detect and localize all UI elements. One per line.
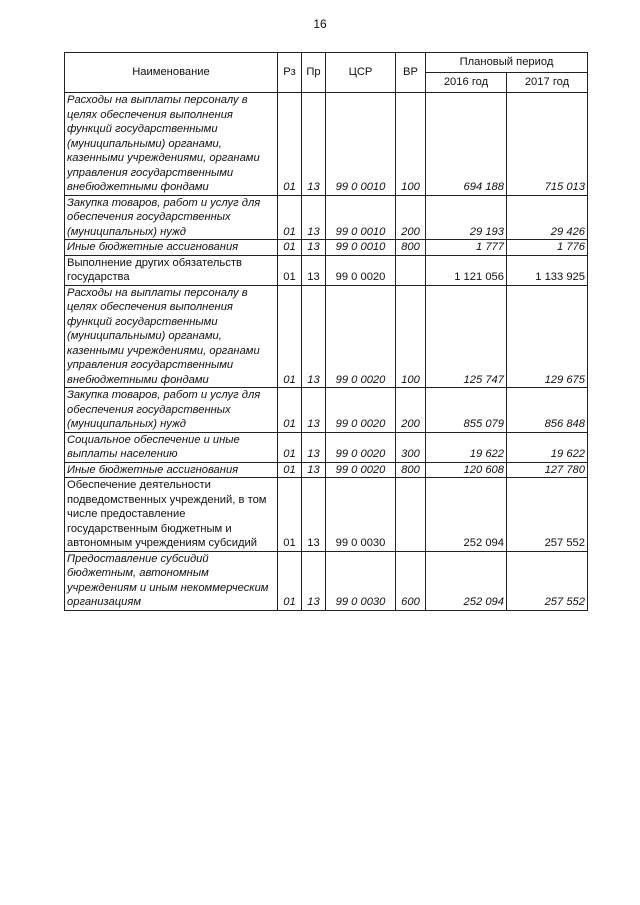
cell-rz: 01 [278,195,302,240]
table-row [65,432,588,462]
cell-csr: 99 0 0020 [326,432,396,462]
cell-name: Обеспечение деятельности подведомственных учреждений, в том числе предоставление государственным бюджетным и автономным учреждениям субсидий [65,478,278,552]
cell-name: Расходы на выплаты персоналу в целях обеспечения выполнения функций государственными (муниципальными) органами, казенными учреждениями, органами управления государственными внебюджетными фондами [65,285,278,388]
cell-csr: 99 0 0010 [326,93,396,196]
cell-y2017: 127 780 [507,462,588,478]
cell-vr: 200 [396,195,426,240]
cell-rz: 01 [278,388,302,433]
budget-table [64,52,588,611]
cell-pr: 13 [302,255,326,285]
header-year-2016: 2016 год [426,73,507,93]
table-row [65,255,588,285]
cell-y2017: 715 013 [507,93,588,196]
cell-y2016: 19 622 [426,432,507,462]
cell-y2017: 129 675 [507,285,588,388]
cell-y2016: 120 608 [426,462,507,478]
cell-rz: 01 [278,285,302,388]
cell-y2016: 1 121 056 [426,255,507,285]
cell-y2017: 1 776 [507,240,588,256]
cell-rz: 01 [278,240,302,256]
cell-csr: 99 0 0010 [326,240,396,256]
cell-pr: 13 [302,388,326,433]
table-row [65,478,588,552]
cell-csr: 99 0 0030 [326,551,396,610]
table-row [65,240,588,256]
cell-vr: 100 [396,93,426,196]
table-row [65,93,588,196]
cell-pr: 13 [302,551,326,610]
page-number: 16 [313,17,327,31]
cell-y2017: 1 133 925 [507,255,588,285]
table-row [65,285,588,388]
cell-vr: 800 [396,462,426,478]
cell-rz: 01 [278,462,302,478]
cell-csr: 99 0 0020 [326,388,396,433]
cell-y2016: 694 188 [426,93,507,196]
cell-pr: 13 [302,240,326,256]
cell-y2017: 19 622 [507,432,588,462]
header-csr: ЦСР [326,53,396,93]
cell-vr: 300 [396,432,426,462]
header-vr: ВР [396,53,426,93]
cell-pr: 13 [302,93,326,196]
cell-pr: 13 [302,432,326,462]
table-row [65,551,588,610]
cell-name: Закупка товаров, работ и услуг для обеспечения государственных (муниципальных) нужд [65,195,278,240]
cell-rz: 01 [278,478,302,552]
header-rz: Рз [278,53,302,93]
cell-csr: 99 0 0020 [326,255,396,285]
cell-vr: 600 [396,551,426,610]
header-planned-period: Плановый период [426,53,588,73]
cell-y2016: 29 193 [426,195,507,240]
table-row [65,388,588,433]
cell-name: Расходы на выплаты персоналу в целях обеспечения выполнения функций государственными (муниципальными) органами, казенными учреждениями, органами управления государственными внебюджетными фондами [65,93,278,196]
cell-y2016: 252 094 [426,478,507,552]
cell-y2017: 257 552 [507,478,588,552]
cell-vr: 800 [396,240,426,256]
cell-name: Иные бюджетные ассигнования [65,240,278,256]
header-name: Наименование [65,53,278,93]
cell-pr: 13 [302,478,326,552]
cell-name: Предоставление субсидий бюджетным, автономным учреждениям и иным некоммерческим организациям [65,551,278,610]
cell-vr: 100 [396,285,426,388]
cell-name: Выполнение других обязательств государства [65,255,278,285]
cell-rz: 01 [278,93,302,196]
cell-y2016: 125 747 [426,285,507,388]
cell-pr: 13 [302,195,326,240]
cell-name: Иные бюджетные ассигнования [65,462,278,478]
cell-rz: 01 [278,255,302,285]
header-pr: Пр [302,53,326,93]
table-body [65,93,588,611]
cell-csr: 99 0 0020 [326,462,396,478]
cell-csr: 99 0 0020 [326,285,396,388]
cell-vr [396,478,426,552]
cell-pr: 13 [302,285,326,388]
cell-y2016: 855 079 [426,388,507,433]
cell-vr: 200 [396,388,426,433]
table-row [65,195,588,240]
header-year-2017: 2017 год [507,73,588,93]
cell-name: Социальное обеспечение и иные выплаты населению [65,432,278,462]
cell-y2017: 257 552 [507,551,588,610]
cell-y2016: 1 777 [426,240,507,256]
cell-y2017: 29 426 [507,195,588,240]
cell-pr: 13 [302,462,326,478]
cell-csr: 99 0 0010 [326,195,396,240]
cell-vr [396,255,426,285]
cell-name: Закупка товаров, работ и услуг для обеспечения государственных (муниципальных) нужд [65,388,278,433]
cell-y2016: 252 094 [426,551,507,610]
cell-rz: 01 [278,432,302,462]
cell-y2017: 856 848 [507,388,588,433]
cell-rz: 01 [278,551,302,610]
cell-csr: 99 0 0030 [326,478,396,552]
table-header [65,53,588,93]
table-row [65,462,588,478]
